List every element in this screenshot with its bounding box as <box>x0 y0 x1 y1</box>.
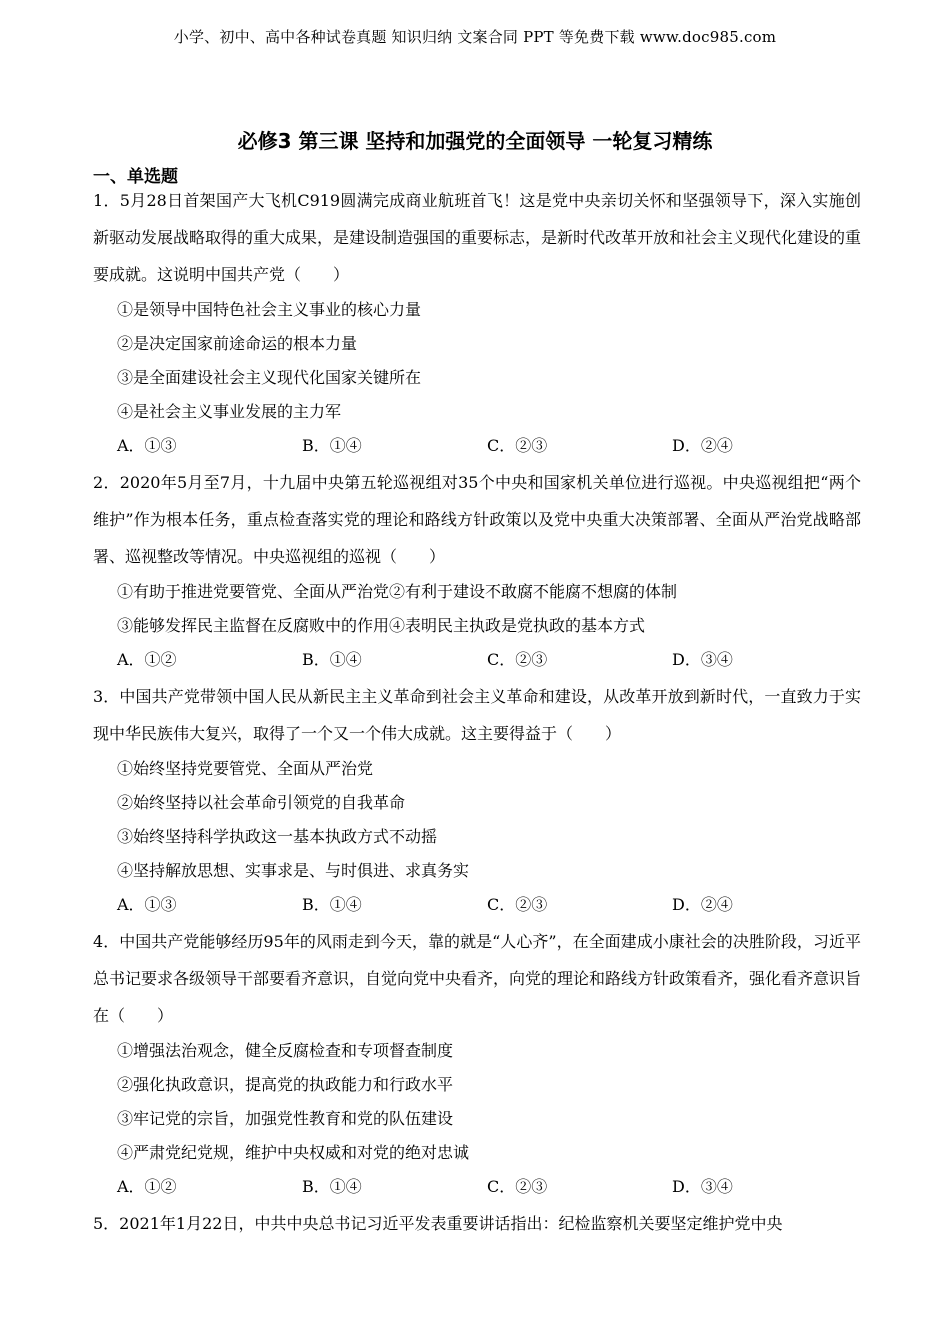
choice-d: D．②④ <box>672 436 733 455</box>
question-stem: 3．中国共产党带领中国人民从新民主主义革命到社会主义革命和建设，从改革开放到新时代，一直致力于实现中华民族伟大复兴，取得了一个又一个伟大成就。这主要得益于（ ） <box>93 687 861 743</box>
section-heading: 一、单选题 <box>93 167 178 187</box>
statement-option: ④坚持解放思想、实事求是、与时俱进、求真务实 <box>117 861 470 880</box>
answer-choices <box>93 429 861 463</box>
choice-c: C．②③ <box>487 436 548 455</box>
question-3 <box>93 678 861 922</box>
statement-option: ③是全面建设社会主义现代化国家关键所在 <box>117 368 422 387</box>
statement-option: ②是决定国家前途命运的根本力量 <box>117 334 358 353</box>
choice-a: A．①② <box>117 650 177 669</box>
choice-b: B．①④ <box>302 1177 362 1196</box>
question-stem: 4．中国共产党能够经历95年的风雨走到今天，靠的就是“人心齐”，在全面建成小康社会的决胜阶段，习近平总书记要求各级领导干部要看齐意识，自觉向党中央看齐，向党的理论和路线方针政策看齐，强化看齐意识旨在（ ） <box>93 932 862 1025</box>
answer-choices <box>93 1170 861 1204</box>
choice-b: B．①④ <box>302 436 362 455</box>
question-stem: 5．2021年1月22日，中共中央总书记习近平发表重要讲话指出：纪检监察机关要坚定维护党中央 <box>93 1214 783 1233</box>
statement-option: ②始终坚持以社会革命引领党的自我革命 <box>117 793 406 812</box>
statement-option: ③牢记党的宗旨，加强党性教育和党的队伍建设 <box>117 1109 454 1128</box>
statement-option: ①始终坚持党要管党、全面从严治党 <box>117 759 374 778</box>
question-5 <box>93 1205 861 1242</box>
statement-option: ③能够发挥民主监督在反腐败中的作用④表明民主执政是党执政的基本方式 <box>117 616 646 635</box>
question-list <box>93 182 861 1242</box>
choice-d: D．③④ <box>672 650 733 669</box>
document-title: 必修3 第三课 坚持和加强党的全面领导 一轮复习精练 <box>237 129 713 153</box>
page-header: 小学、初中、高中各种试卷真题 知识归纳 文案合同 PPT 等免费下载 www.doc985.com <box>173 28 777 46</box>
statement-option: ②强化执政意识，提高党的执政能力和行政水平 <box>117 1075 454 1094</box>
statement-option: ③始终坚持科学执政这一基本执政方式不动摇 <box>117 827 438 846</box>
statement-option: ④严肃党纪党规，维护中央权威和对党的绝对忠诚 <box>117 1143 470 1162</box>
statement-option: ①有助于推进党要管党、全面从严治党②有利于建设不敢腐不能腐不想腐的体制 <box>117 582 678 601</box>
choice-d: D．②④ <box>672 895 733 914</box>
question-stem: 1．5月28日首架国产大飞机C919圆满完成商业航班首飞！这是党中央亲切关怀和坚强领导下，深入实施创新驱动发展战略取得的重大成果，是建设制造强国的重要标志，是新时代改革开放和社会主义现代化建设的重要成就。这说明中国共产党（ ） <box>93 191 862 284</box>
question-stem: 2．2020年5月至7月，十九届中央第五轮巡视组对35个中央和国家机关单位进行巡视。中央巡视组把“两个维护”作为根本任务，重点检查落实党的理论和路线方针政策以及党中央重大决策部署、全面从严治党战略部署、巡视整改等情况。中央巡视组的巡视（ ） <box>93 473 861 566</box>
choice-a: A．①② <box>117 1177 177 1196</box>
question-1 <box>93 182 861 463</box>
answer-choices <box>93 888 861 922</box>
choice-a: A．①③ <box>117 436 177 455</box>
statement-option: ①增强法治观念，健全反腐检查和专项督查制度 <box>117 1041 454 1060</box>
statement-option: ④是社会主义事业发展的主力军 <box>117 402 342 421</box>
choice-c: C．②③ <box>487 895 548 914</box>
choice-d: D．③④ <box>672 1177 733 1196</box>
question-2 <box>93 464 861 677</box>
choice-c: C．②③ <box>487 1177 548 1196</box>
choice-a: A．①③ <box>117 895 177 914</box>
statement-option: ①是领导中国特色社会主义事业的核心力量 <box>117 300 422 319</box>
choice-c: C．②③ <box>487 650 548 669</box>
answer-choices <box>93 643 861 677</box>
question-4 <box>93 923 861 1204</box>
choice-b: B．①④ <box>302 895 362 914</box>
choice-b: B．①④ <box>302 650 362 669</box>
